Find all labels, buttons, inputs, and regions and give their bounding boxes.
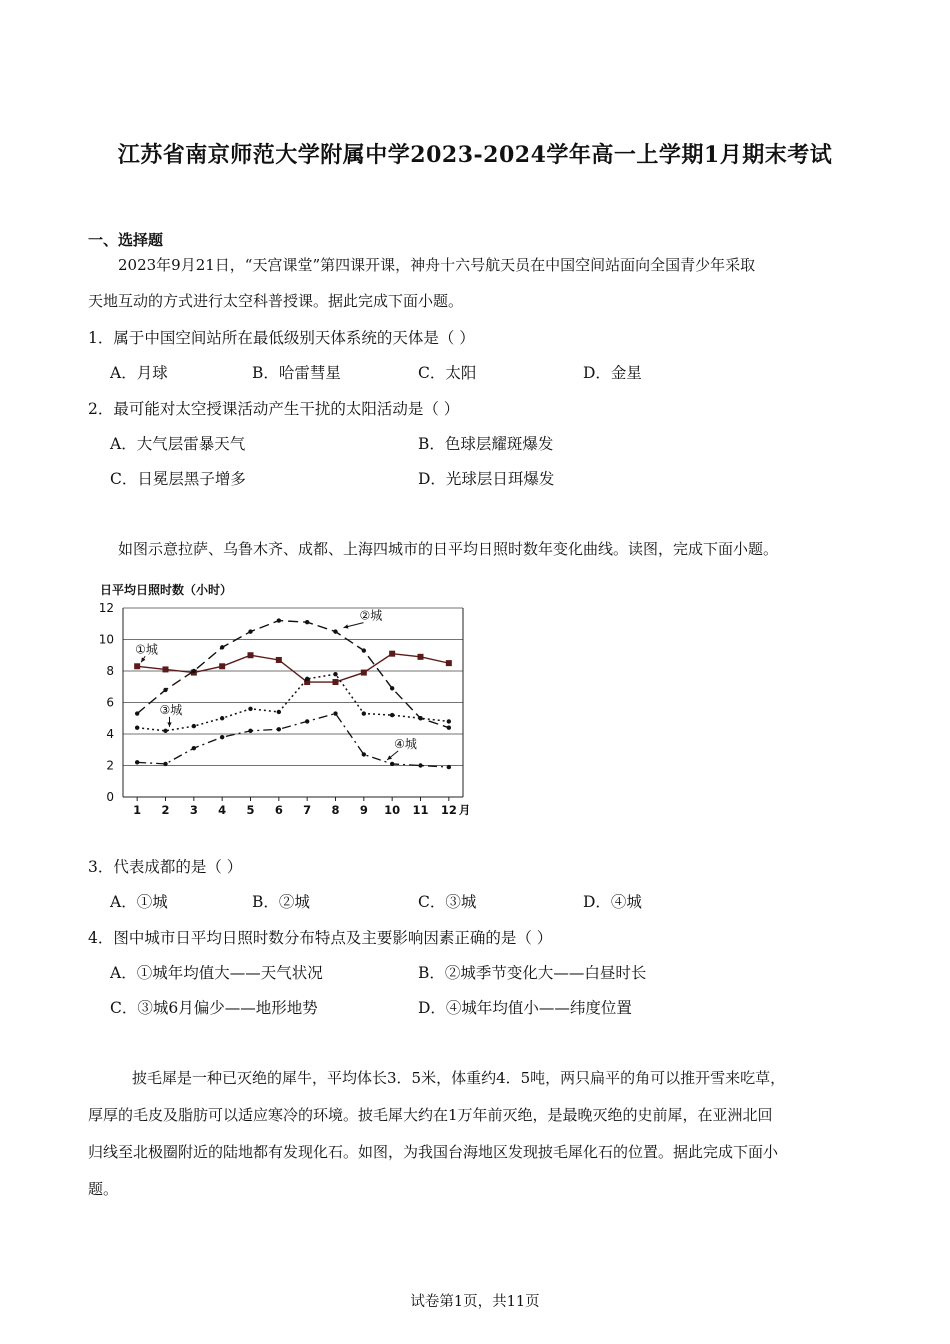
series-label-3: ③城 (159, 702, 183, 717)
series-3-point (220, 716, 224, 720)
series-2-point (362, 648, 366, 652)
series-4-point (277, 727, 281, 731)
q1-option-b: B．哈雷彗星 (252, 364, 341, 382)
series-3-point (333, 672, 337, 676)
passage2: 如图示意拉萨、乌鲁木齐、成都、上海四城市的日平均日照时数年变化曲线。读图，完成下面小题。 (118, 540, 779, 558)
series-4-point (163, 762, 167, 766)
series-3-point (305, 677, 309, 681)
series-3-point (135, 726, 139, 730)
y-tick-label: 4 (106, 727, 114, 741)
q2-stem: 2．最可能对太空授课活动产生干扰的太阳活动是（ ） (88, 400, 460, 418)
q4-option-b: B．②城季节变化大——白昼时长 (418, 964, 647, 982)
x-tick-label: 4 (218, 803, 227, 817)
section-heading: 一、选择题 (88, 231, 164, 249)
series-4-point (305, 719, 309, 723)
q3-stem: 3．代表成都的是（ ） (88, 858, 243, 876)
series-3-point (362, 711, 366, 715)
x-tick-label: 8 (331, 803, 340, 817)
series-4-point (220, 735, 224, 739)
x-tick-label: 11 (412, 803, 429, 817)
series-1-point (248, 652, 254, 658)
q1-option-a: A．月球 (110, 364, 168, 382)
series-2-point (277, 618, 281, 622)
q3-option-d: D．④城 (583, 893, 642, 911)
series-1-point (361, 670, 367, 676)
series-2-point (305, 620, 309, 624)
passage1-line2: 天地互动的方式进行太空科普授课。据此完成下面小题。 (88, 292, 464, 310)
series-label-2: ②城 (359, 608, 383, 623)
series-4-point (192, 746, 196, 750)
y-tick-label: 10 (98, 632, 114, 647)
x-tick-label: 12 (440, 803, 457, 817)
q2-option-c: C．日冕层黑子增多 (110, 470, 246, 488)
label-arrowhead-2 (344, 624, 349, 628)
series-1-point (446, 660, 452, 666)
series-4-point (418, 763, 422, 767)
series-2-point (135, 711, 139, 715)
q1-option-c: C．太阳 (418, 364, 477, 382)
q4-stem: 4．图中城市日平均日照时数分布特点及主要影响因素正确的是（ ） (88, 929, 553, 947)
series-2-point (220, 645, 224, 649)
series-2-point (248, 629, 252, 633)
x-tick-label: 10 (384, 803, 401, 817)
series-label-1: ①城 (135, 642, 158, 657)
page-footer: 试卷第1页，共11页 (410, 1294, 540, 1310)
x-tick-label: 5 (246, 803, 255, 817)
series-1-point (134, 663, 140, 669)
series-3-point (390, 713, 394, 717)
series-3-point (163, 729, 167, 733)
series-4-point (135, 760, 139, 764)
series-1-point (219, 663, 225, 669)
chart-title: 日平均日照时数（小时） (100, 583, 233, 597)
q1-stem: 1．属于中国空间站所在最低级别天体系统的天体是（ ） (88, 329, 475, 347)
series-2-point (192, 669, 196, 673)
passage3-line4: 题。 (88, 1180, 119, 1198)
sunshine-chart (88, 578, 478, 818)
q4-option-c: C．③城6月偏少——地形地势 (110, 999, 318, 1017)
series-3-point (248, 707, 252, 711)
label-arrowhead-3 (167, 722, 171, 727)
series-3-point (418, 716, 422, 720)
series-4-point (447, 765, 451, 769)
series-3-point (192, 724, 196, 728)
series-1-point (276, 657, 282, 663)
series-2-point (447, 726, 451, 730)
x-tick-label: 9 (359, 803, 368, 817)
q1-option-d: D．金星 (583, 364, 642, 382)
x-axis-label: 月 (458, 803, 471, 817)
passage3-line1: 披毛犀是一种已灭绝的犀牛，平均体长3．5米，体重约4．5吨，两只扁平的角可以推开雪来吃草， (132, 1069, 786, 1087)
q2-option-b: B．色球层耀斑爆发 (418, 435, 554, 453)
series-2-point (333, 629, 337, 633)
q3-option-c: C．③城 (418, 893, 477, 911)
q2-option-a: A．大气层雷暴天气 (110, 435, 246, 453)
q4-option-a: A．①城年均值大——天气状况 (110, 964, 323, 982)
series-2-point (390, 686, 394, 690)
label-arrowhead-1 (141, 657, 145, 662)
x-tick-label: 3 (189, 803, 198, 817)
q4-option-d: D．④城年均值小——纬度位置 (418, 999, 632, 1017)
series-line-2 (137, 621, 449, 728)
series-3-point (447, 719, 451, 723)
y-tick-label: 2 (106, 758, 114, 773)
x-tick-label: 1 (133, 803, 142, 817)
q2-option-d: D．光球层日珥爆发 (418, 470, 555, 488)
y-tick-label: 0 (106, 790, 114, 804)
y-tick-label: 6 (106, 695, 114, 710)
series-1-point (389, 651, 395, 657)
series-1-point (333, 679, 339, 685)
x-tick-label: 7 (303, 803, 312, 817)
series-1-point (418, 654, 424, 660)
passage3-line3: 归线至北极圈附近的陆地都有发现化石。如图，为我国台海地区发现披毛犀化石的位置。据此完成下面小 (88, 1143, 779, 1161)
series-label-4: ④城 (394, 736, 417, 751)
page-title: 江苏省南京师范大学附属中学2023-2024学年高一上学期1月期末考试 (117, 142, 833, 168)
q3-option-a: A．①城 (110, 893, 168, 911)
passage3-line2: 厚厚的毛皮及脂肪可以适应寒冷的环境。披毛犀大约在1万年前灭绝，是最晚灭绝的史前犀，在亚洲北回 (88, 1106, 773, 1124)
series-3-point (277, 710, 281, 714)
series-line-1 (137, 654, 449, 682)
passage1-line1: 2023年9月21日，“天宫课堂”第四课开课，神舟十六号航天员在中国空间站面向全国青少年采取 (118, 256, 756, 274)
x-tick-label: 2 (161, 803, 170, 817)
series-4-point (333, 711, 337, 715)
y-tick-label: 12 (98, 601, 114, 615)
x-tick-label: 6 (274, 803, 283, 817)
series-4-point (390, 762, 394, 766)
series-1-point (163, 666, 169, 672)
y-tick-label: 8 (106, 664, 114, 678)
series-4-point (248, 729, 252, 733)
series-2-point (163, 688, 167, 692)
q3-option-b: B．②城 (252, 893, 310, 911)
series-4-point (362, 752, 366, 756)
